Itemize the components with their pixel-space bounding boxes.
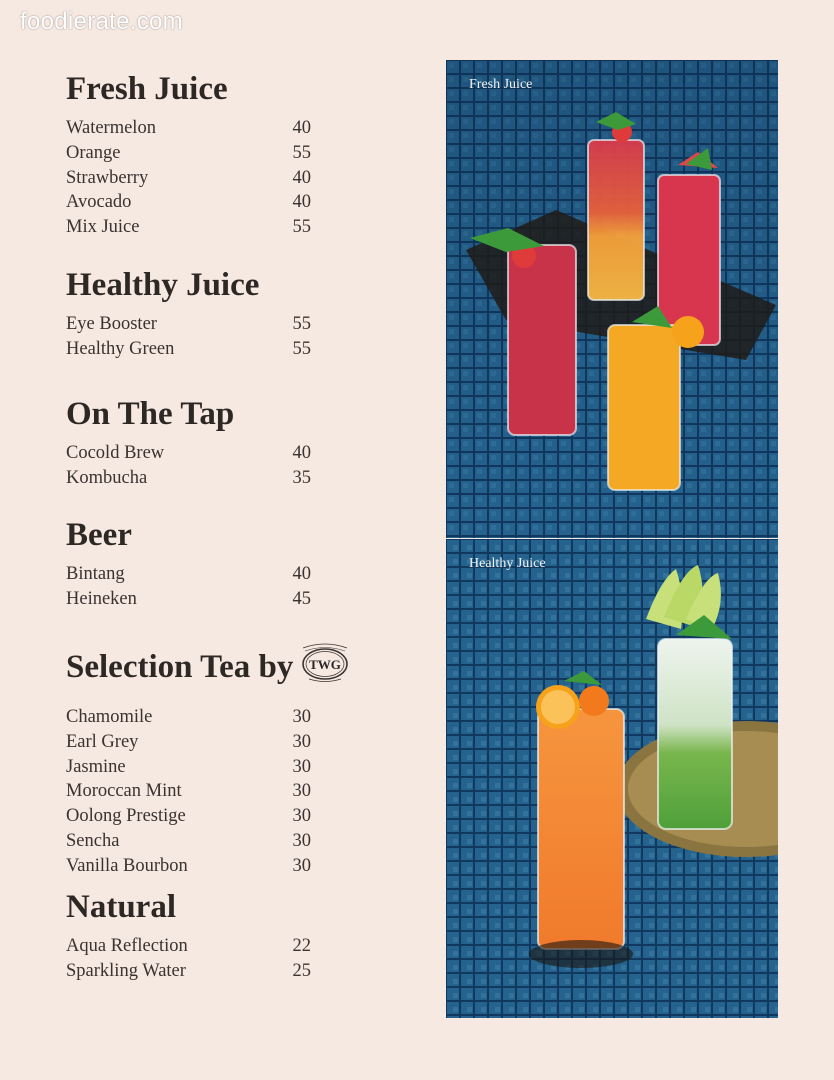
item-price: 40 — [292, 564, 311, 584]
item-price: 30 — [292, 756, 311, 777]
menu-item — [66, 141, 311, 166]
twg-logo-text: TWG — [309, 657, 342, 672]
section-natural — [66, 888, 326, 984]
menu-item — [66, 587, 311, 612]
menu-item — [66, 337, 311, 362]
menu-item — [66, 466, 311, 491]
menu-item — [66, 854, 311, 879]
item-price: 30 — [292, 731, 311, 752]
item-name: Orange — [66, 142, 121, 163]
item-name: Sencha — [66, 830, 120, 851]
menu-item — [66, 441, 311, 466]
item-price: 40 — [292, 443, 311, 463]
item-price: 30 — [292, 855, 311, 876]
item-price: 55 — [292, 217, 311, 238]
menu-item — [66, 934, 311, 959]
section-title: On The Tap — [66, 396, 235, 432]
watermark: foodierate.com — [20, 8, 183, 35]
menu-item — [66, 116, 311, 141]
item-price: 55 — [292, 142, 311, 163]
healthy-juice-photo — [446, 539, 778, 1018]
item-name: Avocado — [66, 192, 132, 213]
menu-item — [66, 829, 311, 854]
section-on-the-tap — [66, 395, 326, 491]
item-name: Vanilla Bourbon — [66, 855, 188, 876]
item-name: Moroccan Mint — [66, 781, 182, 802]
item-price: 40 — [292, 118, 311, 138]
section-title-row — [66, 642, 342, 697]
item-name: Chamomile — [66, 707, 153, 727]
menu-item — [66, 312, 311, 337]
item-name: Sparkling Water — [66, 960, 186, 981]
section-selection-tea — [66, 642, 342, 879]
section-beer — [66, 516, 326, 612]
section-title: Selection Tea by — [66, 649, 294, 686]
section-title: Beer — [66, 517, 132, 553]
section-title: Fresh Juice — [66, 71, 228, 107]
menu-item — [66, 755, 311, 780]
fresh-juice-photo — [446, 60, 778, 538]
menu-item — [66, 166, 311, 191]
item-price: 25 — [292, 960, 311, 981]
menu-item — [66, 705, 311, 730]
menu-item — [66, 730, 311, 755]
menu-item — [66, 562, 311, 587]
item-price: 55 — [292, 314, 311, 334]
photo-caption: Fresh Juice — [469, 77, 533, 92]
item-name: Earl Grey — [66, 731, 139, 752]
section-title: Healthy Juice — [66, 267, 260, 303]
item-price: 30 — [292, 806, 311, 827]
item-price: 30 — [292, 707, 311, 727]
twg-logo — [297, 638, 353, 693]
photo-caption: Healthy Juice — [469, 556, 546, 571]
section-healthy-juice — [66, 266, 326, 362]
item-name: Strawberry — [66, 167, 149, 188]
item-name: Heineken — [66, 588, 137, 609]
item-name: Oolong Prestige — [66, 806, 186, 827]
item-name: Bintang — [66, 564, 125, 584]
item-name: Kombucha — [66, 467, 148, 488]
section-fresh-juice — [66, 70, 326, 240]
item-price: 45 — [292, 588, 311, 609]
item-name: Eye Booster — [66, 314, 157, 334]
item-name: Aqua Reflection — [66, 936, 188, 956]
menu-item — [66, 804, 311, 829]
item-price: 22 — [292, 936, 311, 956]
item-price: 30 — [292, 830, 311, 851]
section-title: Natural — [66, 889, 176, 925]
menu-item — [66, 779, 311, 804]
item-name: Mix Juice — [66, 217, 140, 238]
item-price: 40 — [292, 192, 311, 213]
item-price: 30 — [292, 781, 311, 802]
item-price: 55 — [292, 338, 311, 359]
menu-item — [66, 215, 311, 240]
item-price: 40 — [292, 167, 311, 188]
item-price: 35 — [292, 467, 311, 488]
item-name: Healthy Green — [66, 338, 175, 359]
item-name: Jasmine — [66, 756, 126, 777]
menu-item — [66, 190, 311, 215]
menu-item — [66, 959, 311, 984]
item-name: Watermelon — [66, 118, 156, 138]
item-name: Cocold Brew — [66, 443, 165, 463]
